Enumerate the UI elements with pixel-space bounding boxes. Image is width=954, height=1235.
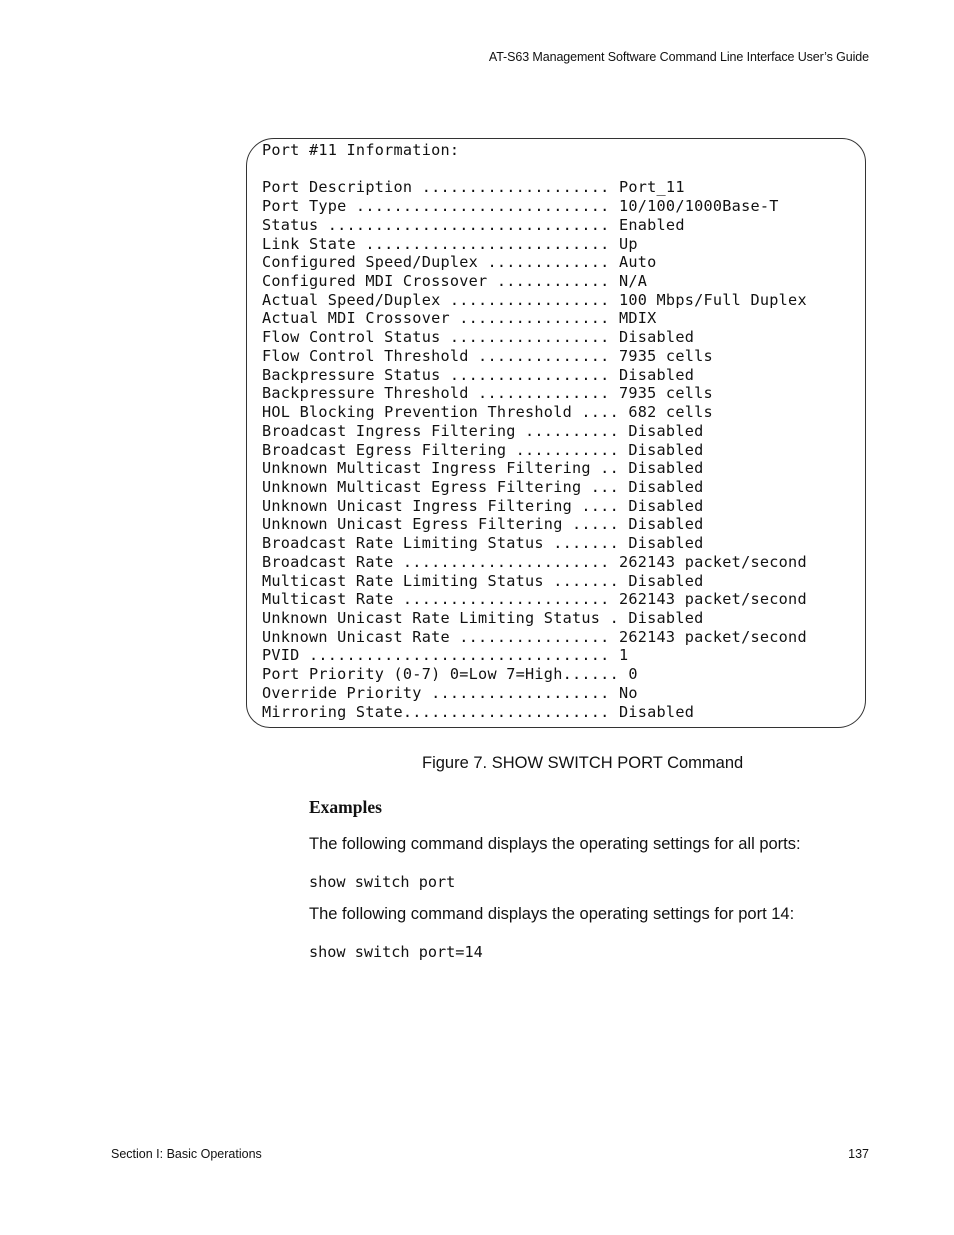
example-command-port-14: show switch port=14 (309, 943, 483, 961)
example-description-port-14: The following command displays the operating settings for port 14: (309, 905, 795, 923)
footer-section-label: Section I: Basic Operations (111, 1147, 262, 1161)
example-command-all-ports: show switch port (309, 873, 456, 891)
figure-caption: Figure 7. SHOW SWITCH PORT Command (422, 754, 744, 772)
terminal-output: Port #11 Information: Port Description .................... Port_11 Port Type ........................... 10/100/1000Base-T Status .............................. Enabled Link State .......................... Up Configured Speed/Duplex ............. Auto Configured MDI Crossover ............ N/A Actual Speed/Duplex ................. 100 Mbps/Full Duplex Actual MDI Crossover ................ MDIX Flow Control Status ................. Disabled Flow Control Threshold .............. 7935 cells Backpressure Status ................. Disabled Backpressure Threshold .............. 7935 cells HOL Blocking Prevention Threshold .... 682 cells Broadcast Ingress Filtering .......... Disabled Broadcast Egress Filtering ........... Disabled Unknown Multicast Ingress Filtering .. Disabled Unknown Multicast Egress Filtering ... Disabled Unknown Unicast Ingress Filtering .... Disabled Unknown Unicast Egress Filtering ..... Disabled Broadcast Rate Limiting Status ....... Disabled Broadcast Rate ...................... 262143 packet/second Multicast Rate Limiting Status ....... Disabled Multicast Rate ...................... 262143 packet/second Unknown Unicast Rate Limiting Status . Disabled Unknown Unicast Rate ................ 262143 packet/second PVID ................................ 1 Port Priority (0-7) 0=Low 7=High...... 0 Override Priority ................... No Mirroring State...................... Disabled (262, 141, 807, 721)
examples-heading: Examples (309, 797, 382, 817)
running-header: AT-S63 Management Software Command Line Interface User’s Guide (488, 50, 869, 64)
footer-page-number: 137 (848, 1147, 869, 1161)
example-description-all-ports: The following command displays the operating settings for all ports: (309, 835, 801, 853)
